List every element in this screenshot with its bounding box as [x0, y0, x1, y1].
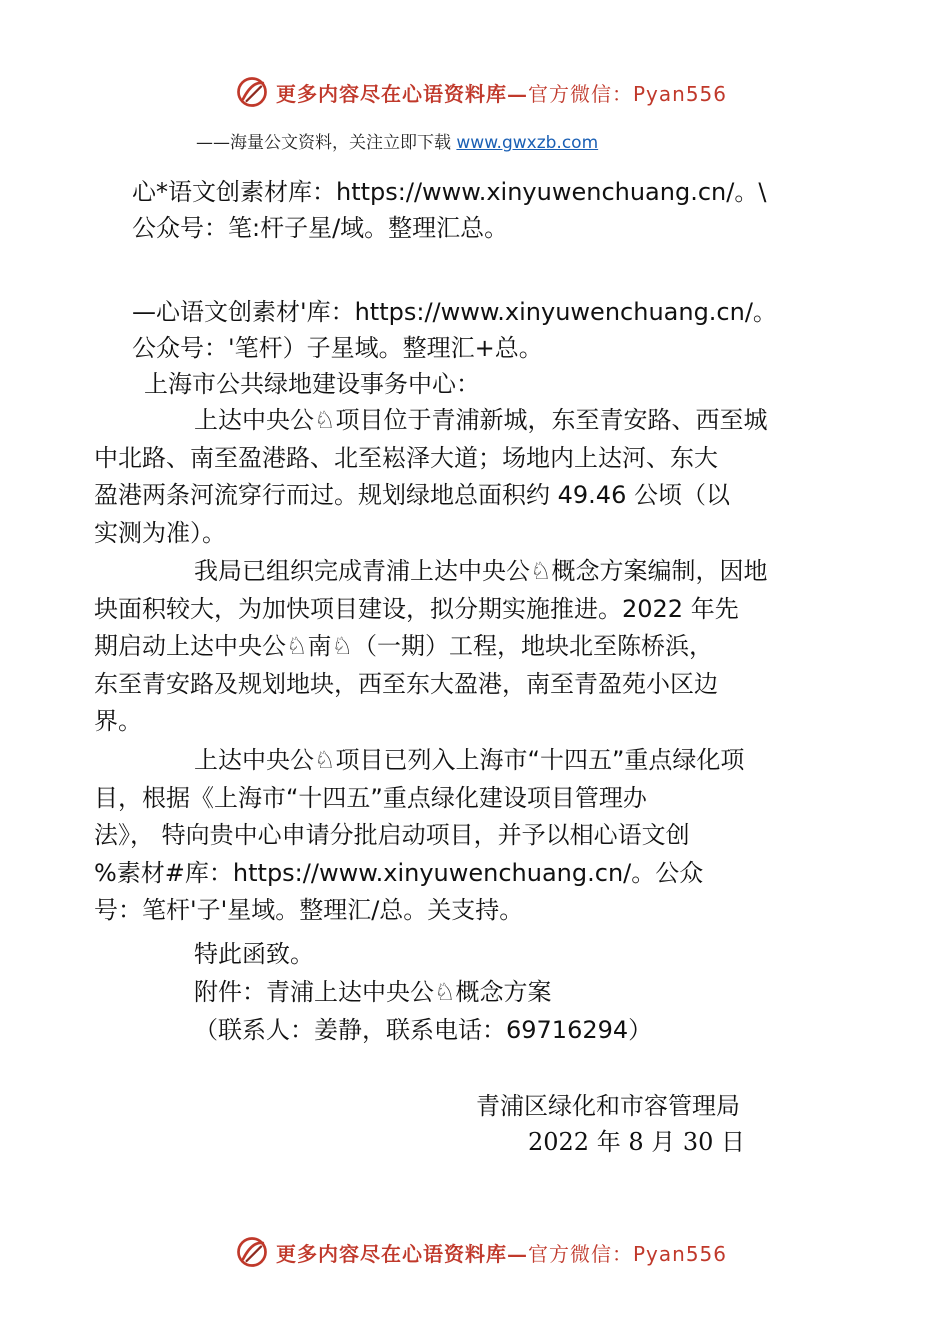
header-banner [234, 72, 727, 112]
subheader-prefix: ——海量公文资料，关注立即下载 [196, 133, 457, 153]
brand-logo-icon [234, 1234, 270, 1270]
paragraph-line: 法》， 特向贵中心申请分批启动项目，并予以相心语文创 [94, 821, 690, 849]
contact-info: （联系人：姜静，联系电话：69716294） [194, 1016, 653, 1044]
paragraph-line: 上达中央公♘项目已列入上海市“十四五”重点绿化项 [194, 746, 745, 774]
paragraph-2 [94, 553, 824, 741]
paragraph-line: 中北路、南至盈港路、北至崧泽大道；场地内上达河、东大 [94, 443, 718, 472]
paragraph-line: 盈港两条河流穿行而过。规划绿地总面积约 49.46 公顷（以 [94, 481, 730, 509]
promo-line-3: —心语文创素材'库：https://www.xinyuwenchuang.cn/。 [132, 298, 777, 326]
brand-logo-icon [234, 74, 270, 110]
paragraph-line: %素材#库：https://www.xinyuwenchuang.cn/。公众 [94, 858, 704, 887]
paragraph-line: 上达中央公♘项目位于青浦新城，东至青安路、西至城 [194, 406, 768, 434]
banner-wechat: 官方微信：Pyan556 [528, 1241, 728, 1266]
download-link[interactable]: www.gwxzb.com [456, 133, 599, 153]
paragraph-1 [94, 402, 824, 552]
footer-banner [234, 1232, 727, 1272]
paragraph-line: 界。 [94, 707, 142, 735]
paragraph-line: 期启动上达中央公♘南♘（一期）工程，地块北至陈桥浜， [94, 632, 714, 660]
banner-text [276, 78, 727, 107]
closing: 特此函致。 [194, 940, 314, 968]
paragraph-3 [94, 742, 824, 930]
paragraph-line: 我局已组织完成青浦上达中央公♘概念方案编制，因地 [194, 557, 768, 585]
subheader [196, 128, 598, 153]
attachment: 附件：青浦上达中央公♘概念方案 [194, 978, 552, 1006]
signature-org: 青浦区绿化和市容管理局 [476, 1092, 740, 1120]
paragraph-line: 东至青安路及规划地块，西至东大盈港，南至青盈苑小区边 [94, 669, 718, 698]
paragraph-line: 实测为准）。 [94, 518, 226, 547]
banner-text [276, 1238, 727, 1267]
banner-separator: — [507, 1241, 528, 1266]
paragraph-line: 目，根据《上海市“十四五”重点绿化建设项目管理办 [94, 783, 647, 812]
promo-line-4: 公众号：'笔杆）子星域。整理汇+总。 [132, 334, 543, 362]
promo-line-2: 公众号：笔:杆子星/域。整理汇总。 [132, 214, 509, 242]
addressee: 上海市公共绿地建设事务中心： [144, 370, 480, 398]
signature-date: 2022 年 8 月 30 日 [528, 1128, 746, 1156]
paragraph-line: 号：笔杆'子'星域。整理汇/总。关支持。 [94, 896, 524, 924]
banner-wechat: 官方微信：Pyan556 [528, 81, 728, 106]
banner-slogan: 更多内容尽在心语资料库 [276, 1241, 507, 1266]
banner-separator: — [507, 81, 528, 106]
promo-line-1: 心*语文创素材库：https://www.xinyuwenchuang.cn/。\ [132, 178, 767, 206]
banner-slogan: 更多内容尽在心语资料库 [276, 81, 507, 106]
paragraph-line: 块面积较大，为加快项目建设，拟分期实施推进。2022 年先 [94, 594, 739, 623]
